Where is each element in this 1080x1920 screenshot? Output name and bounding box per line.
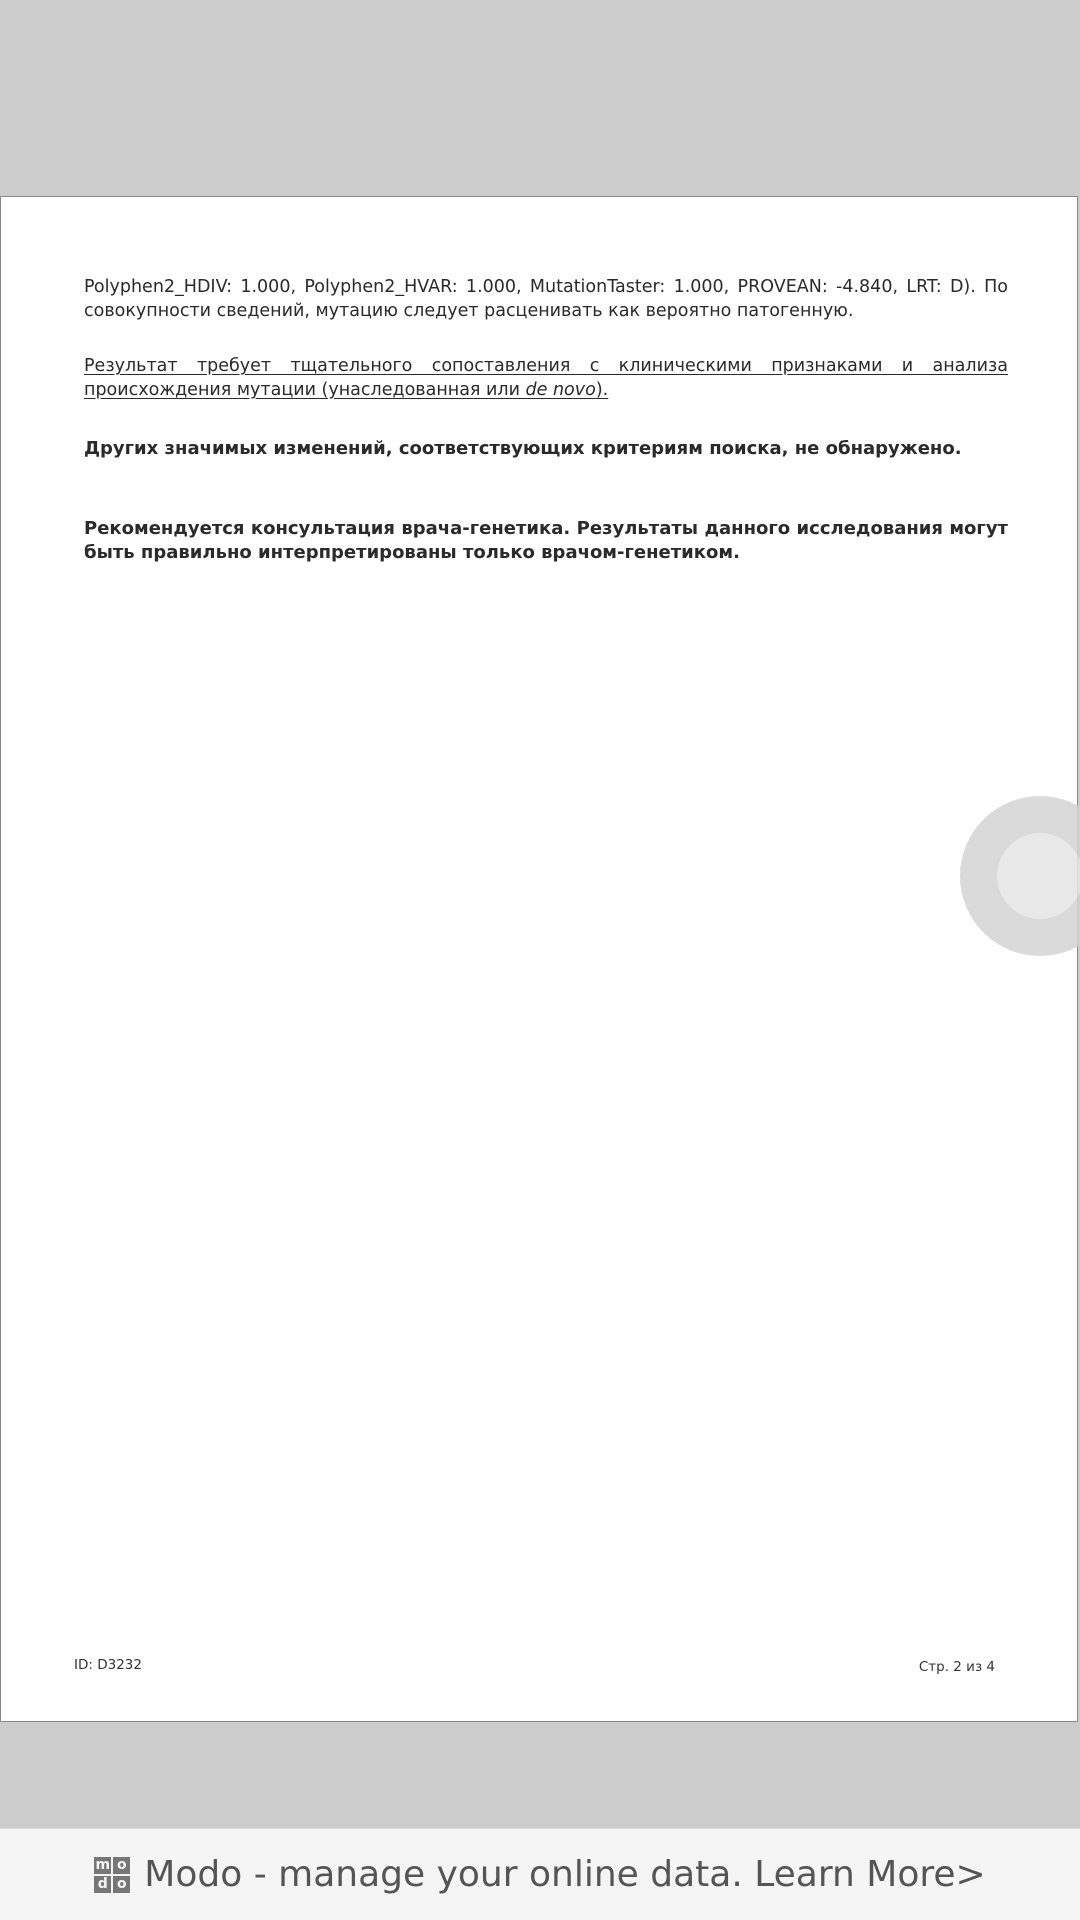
- footer-document-id: ID: D3232: [74, 1657, 142, 1673]
- paragraph-genetic-consultation: Рекомендуется консультация врача-генетика. Результаты данного исследования могут быть правильно интерпретированы только врачом-генетиком.: [84, 518, 1008, 563]
- paragraph-no-other-changes: Других значимых изменений, соответствующих критериям поиска, не обнаружено.: [84, 438, 962, 459]
- logo-letter: o: [113, 1876, 130, 1893]
- logo-letter: d: [94, 1876, 111, 1893]
- footer-page-number: Стр. 2 из 4: [918, 1659, 995, 1675]
- paragraph-prediction-scores: Polyphen2_HDIV: 1.000, Polyphen2_HVAR: 1.000, MutationTaster: 1.000, PROVEAN: -4.840, LRT: D). По совокупности сведений, мутацию следует расценивать как вероятно патогенную.: [84, 277, 1008, 321]
- ad-text-link[interactable]: Modo - manage your online data. Learn More>: [144, 1854, 986, 1895]
- modo-logo-icon: [94, 1857, 130, 1893]
- document-page: [0, 196, 1078, 1722]
- paragraph2-end: ).: [595, 380, 609, 400]
- paragraph-recommendation-underlined: [84, 354, 1008, 402]
- ad-banner[interactable]: [0, 1828, 1080, 1920]
- paragraph2-text: Результат требует тщательного сопоставления с клиническими признаками и анализа происхождения мутации (унаследованная или: [84, 356, 1008, 400]
- logo-letter: m: [95, 1856, 111, 1873]
- circle-icon: [997, 833, 1080, 919]
- paragraph2-italic: de novo: [525, 380, 596, 400]
- logo-letter: o: [113, 1857, 130, 1874]
